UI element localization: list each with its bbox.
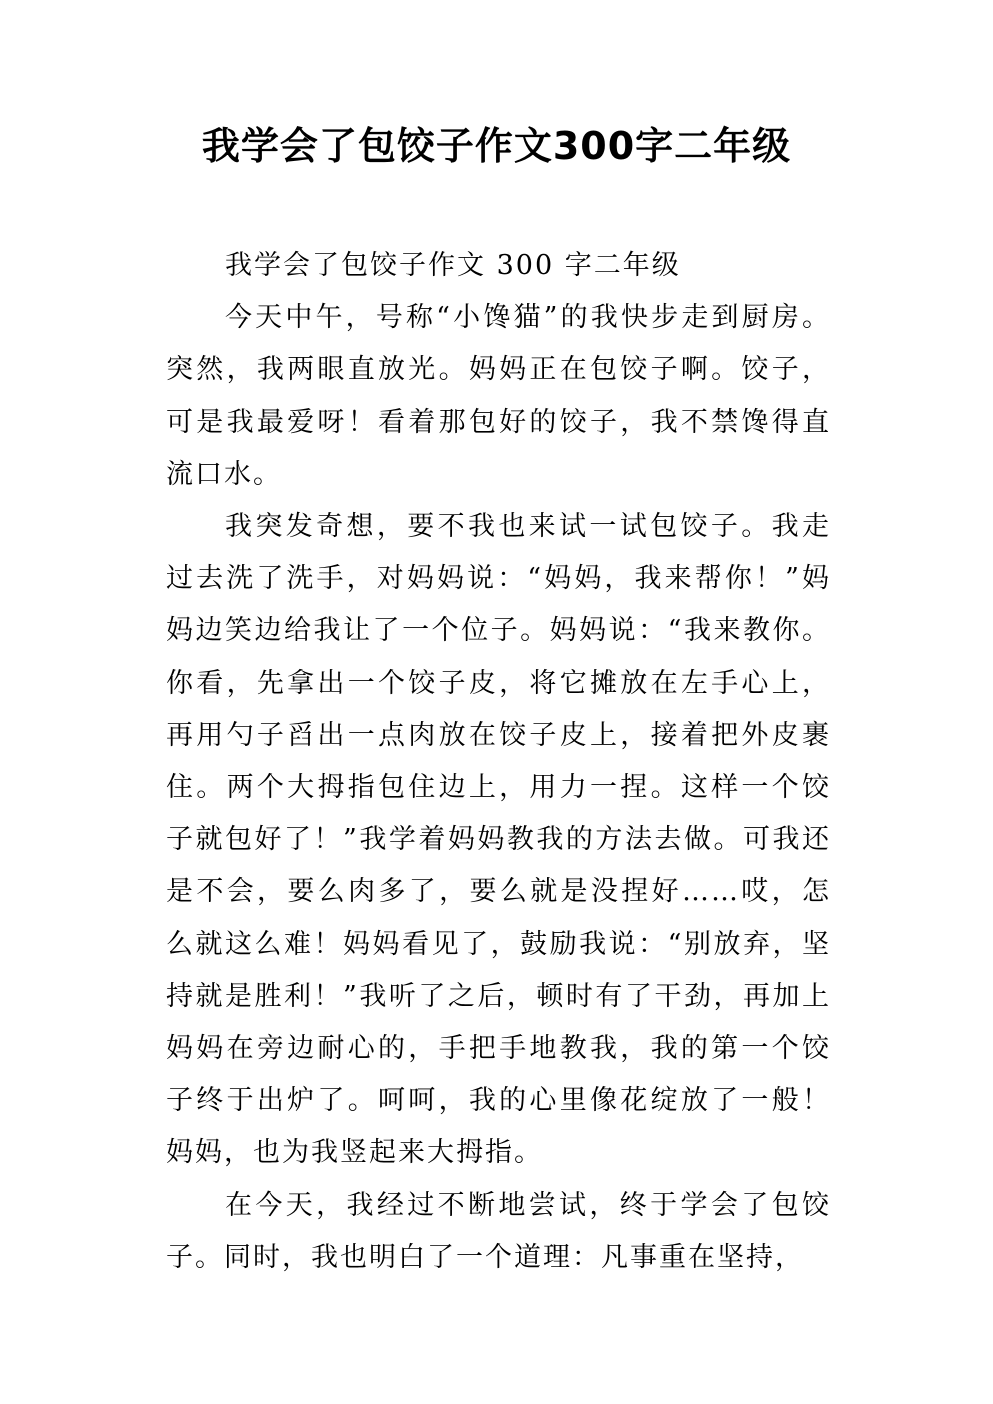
paragraph-3: 在今天，我经过不断地尝试，终于学会了包饺子。同时，我也明白了一个道理：凡事重在坚持，	[166, 1189, 831, 1273]
document-body	[166, 240, 831, 1284]
paragraph-1: 今天中午，号称“小馋猫”的我快步走到厨房。突然，我两眼直放光。妈妈正在包饺子啊。饺子，可是我最爱呀！看着那包好的饺子，我不禁馋得直流口水。	[166, 302, 831, 490]
document-title: 我学会了包饺子作文300字二年级	[201, 124, 792, 168]
paragraph-subtitle: 我学会了包饺子作文 300 字二年级	[225, 250, 681, 281]
paragraph-2: 我突发奇想，要不我也来试一试包饺子。我走过去洗了洗手，对妈妈说：“妈妈，我来帮你！”妈妈边笑边给我让了一个位子。妈妈说：“我来教你。你看，先拿出一个饺子皮，将它摊放在左手心上，再用勺子舀出一点肉放在饺子皮上，接着把外皮裹住。两个大拇指包住边上，用力一捏。这样一个饺子就包好了！”我学着妈妈教我的方法去做。可我还是不会，要么肉多了，要么就是没捏好……哎，怎么就这么难！妈妈看见了，鼓励我说：“别放弃，坚持就是胜利！”我听了之后，顿时有了干劲，再加上妈妈在旁边耐心的，手把手地教我，我的第一个饺子终于出炉了。呵呵，我的心里像花绽放了一般！妈妈，也为我竖起来大拇指。	[166, 511, 831, 1169]
